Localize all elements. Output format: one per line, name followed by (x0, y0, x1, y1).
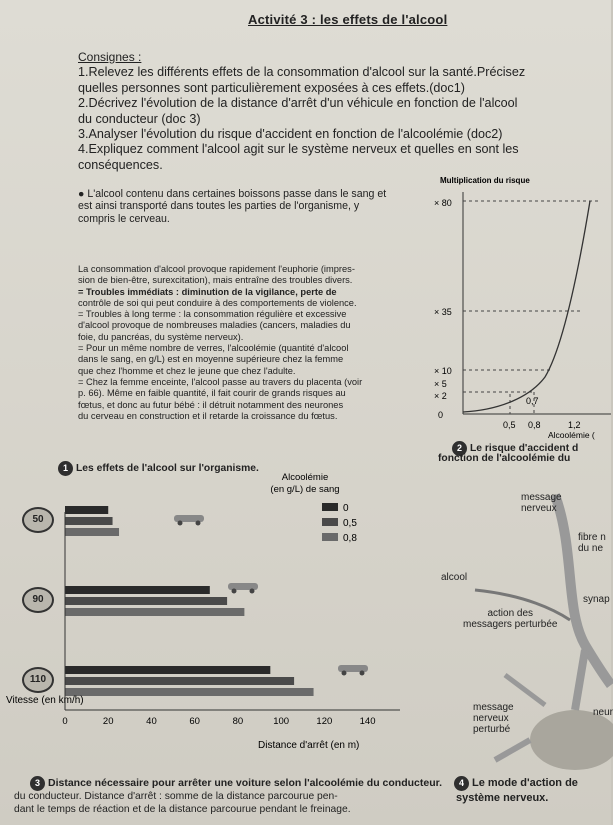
legend-label: 0 (343, 503, 349, 514)
doc3-caption (30, 776, 442, 791)
doc2-figure (430, 172, 611, 442)
doc1-line: sion de bien-être, surexcitation), mais entraîne des troubles divers. (78, 275, 353, 286)
doc4-caption-line: Le mode d'action de (472, 777, 578, 789)
legend-swatch (322, 518, 338, 526)
consigne-line: 1.Relevez les différents effets de la consommation d'alcool sur la santé.Précisez (78, 65, 526, 80)
doc3-chart (0, 470, 430, 755)
car-icon (174, 515, 204, 526)
doc1-caption-text: Les effets de l'alcool sur l'organisme. (76, 463, 259, 474)
label-line: message (521, 492, 562, 503)
doc2-ytick: × 10 (434, 366, 452, 376)
label-line: nerveux (473, 713, 509, 724)
doc2-point-label: 0,7 (526, 396, 539, 406)
doc3-ylabel: Vitesse (en km/h) (6, 695, 84, 706)
speed-badge: 50 (22, 507, 54, 533)
label-message-perturbe (473, 702, 514, 735)
doc3-caption-title: Distance nécessaire pour arrêter une voiture selon l'alcoolémie du conducteur. (48, 777, 443, 789)
speed-badge: 90 (22, 587, 54, 613)
doc1-line: = Troubles à long terme : la consommation régulière et excessive (78, 309, 347, 320)
consigne-line: 3.Analyser l'évolution du risque d'accident en fonction de l'alcoolémie (doc2) (78, 127, 503, 142)
doc3-caption-line: du conducteur. Distance d'arrêt : somme de la distance parcourue pen- (14, 791, 338, 802)
label-line: action des (487, 608, 534, 619)
doc4-figure (435, 470, 611, 770)
doc2-caption-line: fonction de l'alcoolémie du (438, 453, 571, 464)
doc3-number-badge: 3 (30, 776, 45, 791)
consigne-line: du conducteur (doc 3) (78, 111, 201, 126)
doc3-xticks (62, 716, 375, 727)
label-line: fibre n (578, 532, 606, 543)
doc1-text (78, 264, 430, 422)
bar-90-0-8 (65, 608, 244, 616)
x-tick-label: 20 (102, 716, 114, 727)
doc1-intro-line: est ainsi transporté dans toutes les parties de l'organisme, y (78, 200, 360, 213)
bar-110-0 (65, 666, 270, 674)
doc2-ylabel: Multiplication du risque (440, 176, 530, 185)
bar-50-0-5 (65, 517, 113, 525)
doc1-number-badge: 1 (58, 461, 73, 476)
speed-badge: 110 (22, 667, 54, 693)
car-icon (228, 583, 258, 594)
doc4-caption (454, 776, 578, 791)
doc2-caption-line: Le risque d'accident d (470, 443, 579, 454)
doc1-line: d'alcool provoque de nombreuses maladies (cancers, maladies du (78, 320, 351, 331)
label-alcool: alcool (441, 572, 468, 583)
page-title: Activité 3 : les effets de l'alcool (248, 12, 448, 27)
doc1-intro-line: ● L'alcool contenu dans certaines boissons passe dans le sang et (78, 188, 387, 200)
bar-50-0-8 (65, 528, 119, 536)
bar-50-0 (65, 506, 108, 514)
doc1-line: dans le sang, en g/L) est en moyenne supérieure chez la femme (78, 354, 344, 365)
doc4-caption-line: système nerveux. (456, 792, 549, 804)
doc3-bars (65, 506, 314, 696)
car-icon (338, 665, 368, 676)
doc2-risk-curve (463, 201, 590, 412)
bar-110-0-8 (65, 688, 314, 696)
doc3-xlabel: Distance d'arrêt (en m) (258, 740, 360, 751)
doc4-number-badge: 4 (454, 776, 469, 791)
label-line: messagers perturbée (463, 619, 558, 630)
x-tick-label: 80 (232, 716, 244, 727)
x-tick-label: 140 (359, 716, 376, 727)
doc2-ytick: 0 (438, 410, 444, 420)
consignes-heading: Consignes : (78, 50, 142, 64)
label-message-nerveux (521, 492, 562, 514)
doc3-legend-title: Alcoolémie (281, 472, 329, 483)
doc2-risk-chart (430, 172, 611, 442)
label-line: nerveux (521, 503, 557, 514)
doc1-line: = Troubles immédiats : diminution de la vigilance, perte de (78, 286, 337, 297)
x-tick-label: 40 (146, 716, 157, 727)
x-tick-label: 120 (316, 716, 333, 727)
doc2-ytick: × 2 (434, 391, 447, 401)
doc2-xlabel: Alcoolémie ( (548, 430, 595, 440)
bar-90-0 (65, 586, 210, 594)
consigne-line: conséquences. (78, 157, 163, 172)
legend-swatch (322, 533, 338, 541)
doc3-legend-title: (en g/L) de sang (270, 484, 340, 495)
bar-110-0-5 (65, 677, 294, 685)
doc1-line: = Chez la femme enceinte, l'alcool passe au travers du placenta (voir (78, 376, 363, 387)
consigne-line: quelles personnes sont particulièrement exposées à ces effets.(doc1) (78, 80, 465, 95)
consignes-block (78, 50, 611, 173)
x-tick-label: 60 (189, 716, 200, 727)
dendrite (505, 675, 545, 705)
doc2-xtick: 0,5 (503, 420, 516, 430)
dendrite (575, 650, 585, 710)
x-tick-label: 100 (273, 716, 290, 727)
doc2-ytick: × 80 (434, 198, 452, 208)
doc2-xtick: 1,2 (568, 420, 581, 430)
doc1-intro (78, 188, 428, 225)
doc1-line: fœtus, et donc au futur bébé : il détruit notamment des neurones (78, 399, 344, 410)
doc1-line: p. 66). Même en faible quantité, il fait courir de grands risques au (78, 388, 346, 399)
label-line: perturbé (473, 724, 511, 735)
legend-label: 0,5 (343, 518, 357, 529)
consigne-line: 4.Expliquez comment l'alcool agit sur le système nerveux et quelles en sont les (78, 142, 519, 157)
consigne-line: 2.Décrivez l'évolution de la distance d'arrêt d'un véhicule en fonction de l'alcool (78, 96, 518, 111)
legend-swatch (322, 503, 338, 511)
doc1-line: du cerveau en construction et il retarde la croissance du fœtus. (78, 410, 338, 421)
label-fibre (578, 532, 606, 554)
bar-90-0-5 (65, 597, 227, 605)
label-action (463, 608, 558, 630)
label-neurone: neur (593, 707, 613, 718)
doc1-line: foie, du pancréas, du système nerveux). (78, 331, 244, 342)
doc3-figure (0, 470, 430, 755)
label-line: du ne (578, 543, 604, 554)
label-synapse: synap (583, 594, 610, 605)
doc1-line: que chez l'homme et chez le jeune que chez l'adulte. (78, 365, 296, 376)
doc3-legend (322, 503, 357, 544)
doc1-line: contrôle de soi qui peut conduire à des comportements de violence. (78, 297, 357, 308)
doc3-caption-body (14, 790, 434, 816)
doc2-ytick: × 5 (434, 379, 447, 389)
doc1-line: = Pour un même nombre de verres, l'alcoolémie (quantité d'alcool (78, 343, 349, 354)
label-line: message (473, 702, 514, 713)
doc2-ytick: × 35 (434, 307, 452, 317)
doc1-line: La consommation d'alcool provoque rapidement l'euphorie (impres- (78, 264, 355, 274)
doc1-intro-line: compris le cerveau. (78, 212, 170, 225)
x-tick-label: 0 (62, 716, 68, 727)
doc3-caption-line: dant le temps de réaction et de la distance parcourue pendant le freinage. (14, 804, 351, 815)
doc2-number-badge: 2 (452, 441, 467, 456)
neuron-body (530, 710, 613, 770)
doc2-xtick: 0,8 (528, 420, 541, 430)
dendrite (495, 740, 530, 760)
legend-label: 0,8 (343, 533, 357, 544)
